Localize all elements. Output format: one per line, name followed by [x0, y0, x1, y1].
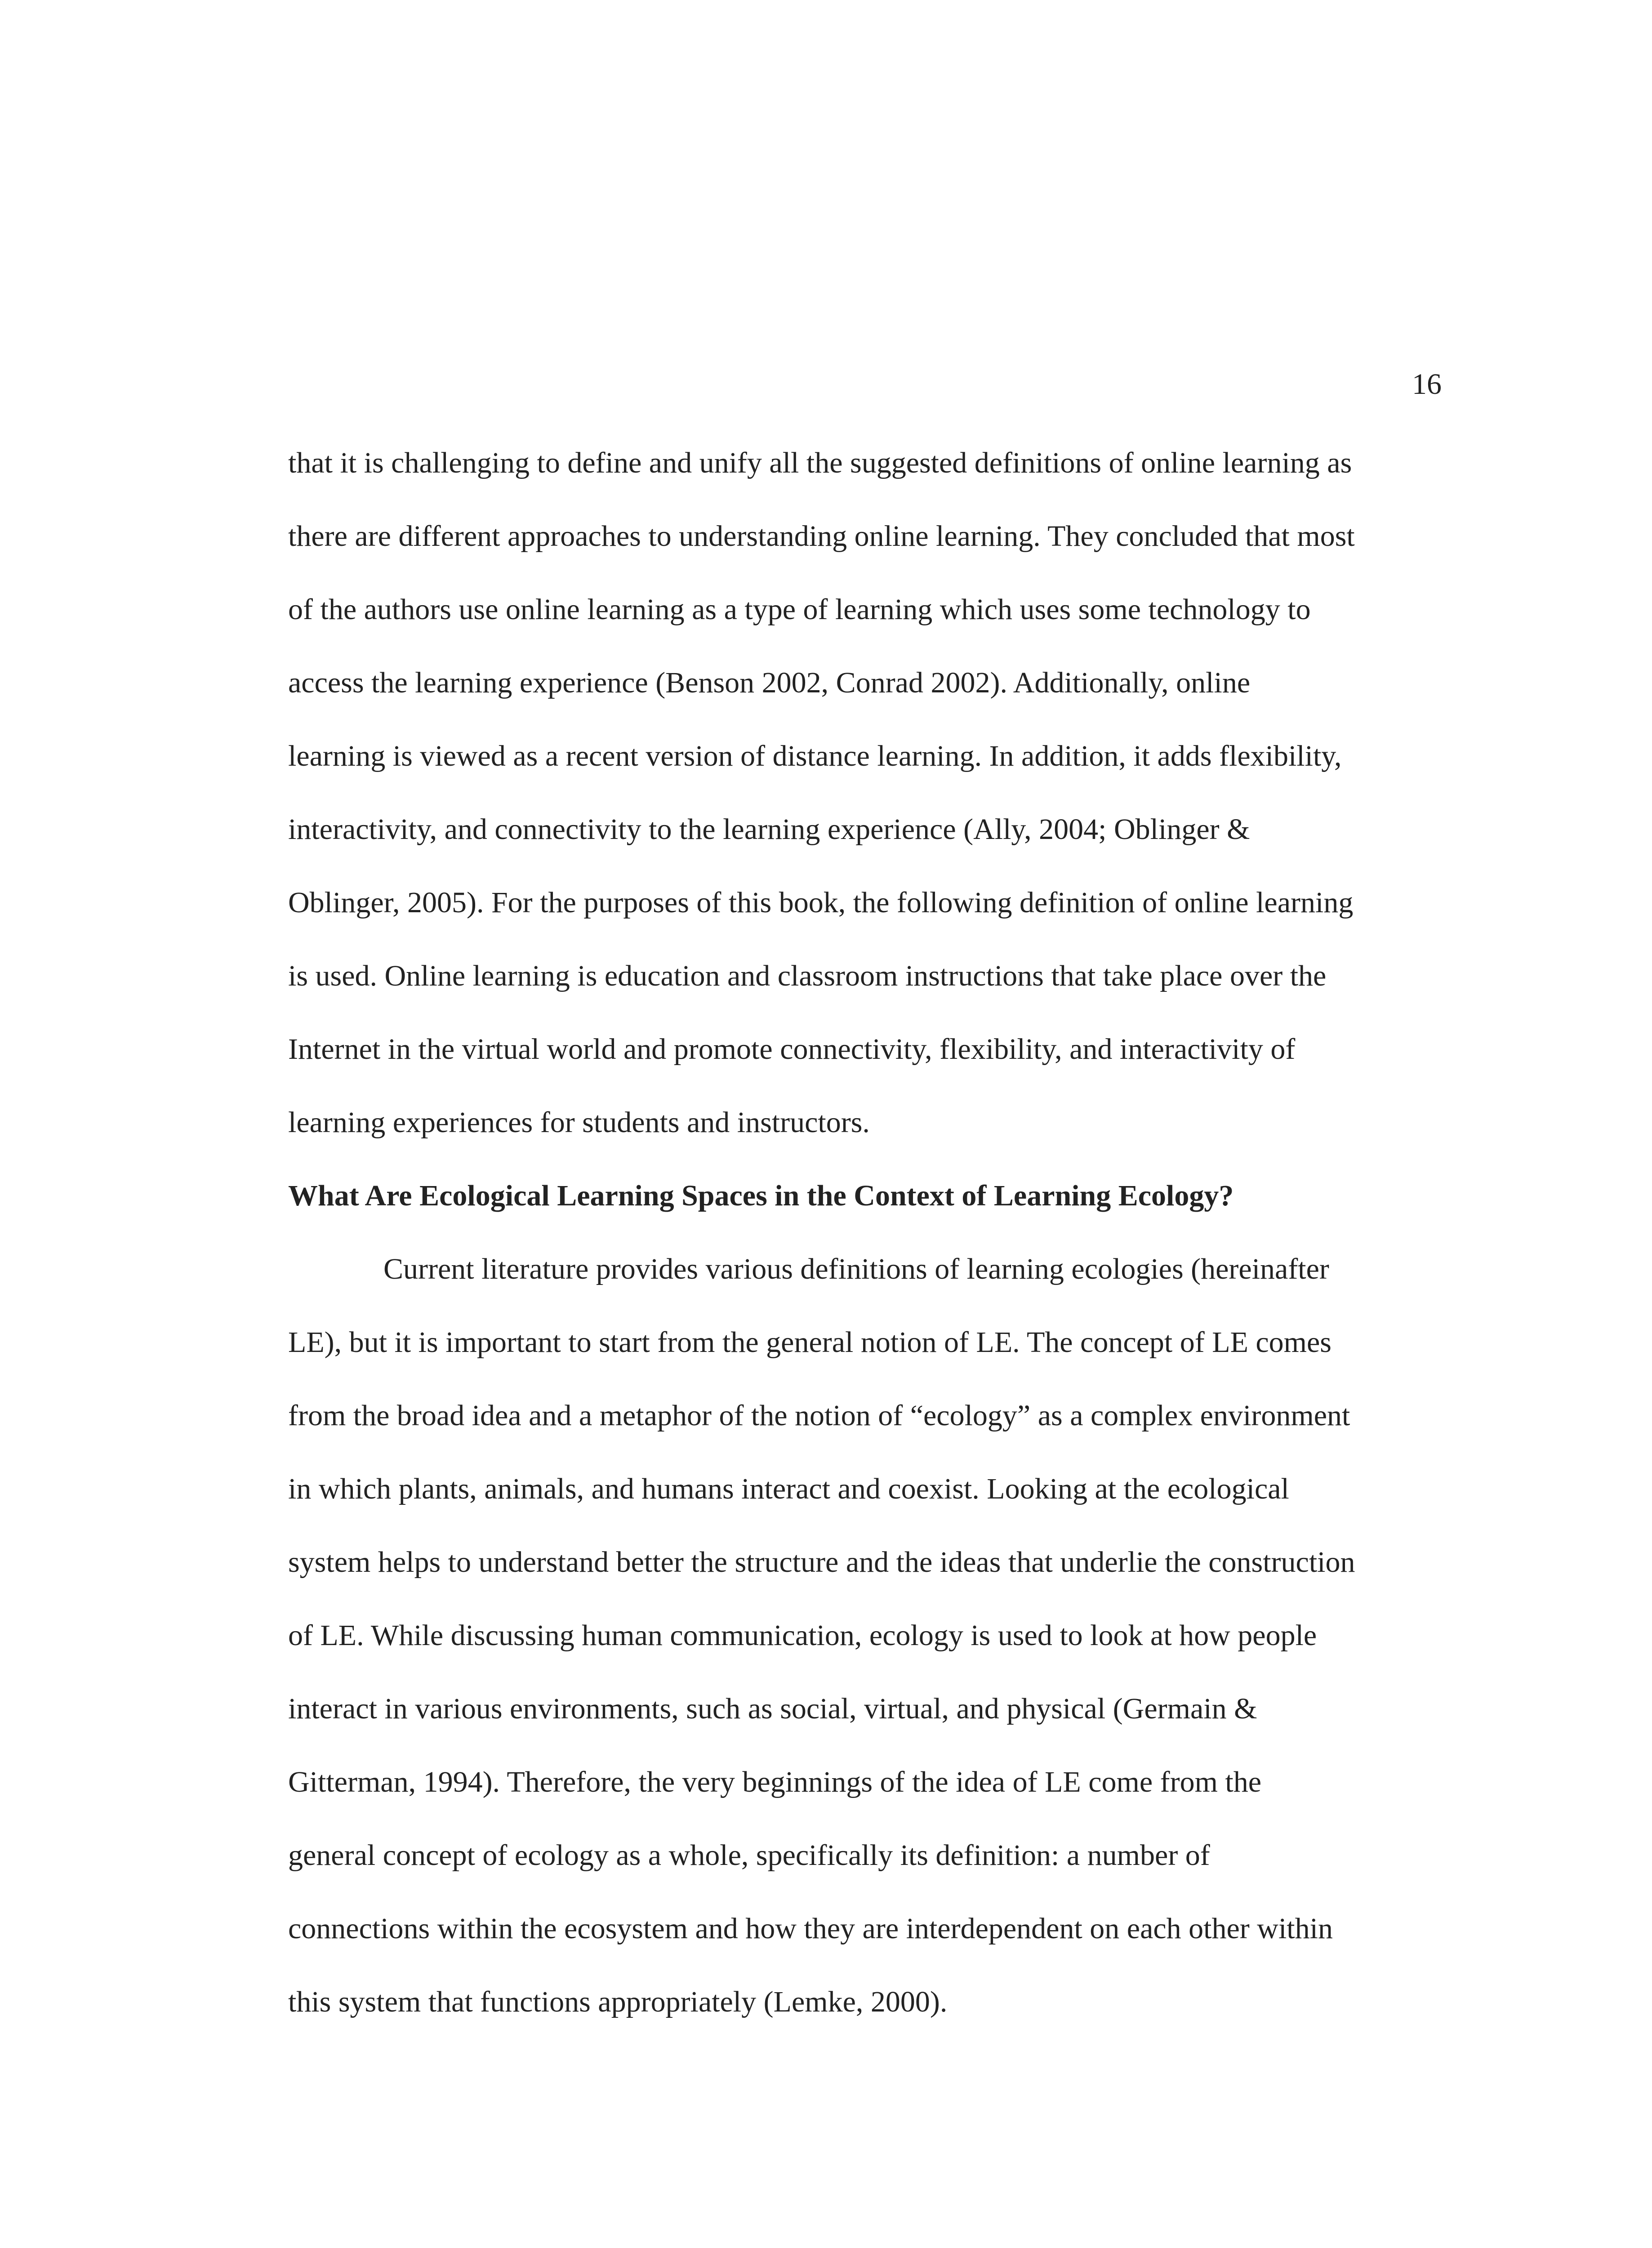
paragraph-line: Internet in the virtual world and promote connectivity, flexibility, and interactivity of — [288, 1033, 1296, 1066]
paragraph-line: learning is viewed as a recent version of distance learning. In addition, it adds flexibility, — [288, 740, 1342, 772]
section-heading: What Are Ecological Learning Spaces in the Context of Learning Ecology? — [288, 1179, 1234, 1212]
paragraph-line: this system that functions appropriately (Lemke, 2000). — [288, 1985, 948, 2018]
paragraph-line: interact in various environments, such as social, virtual, and physical (Germain & — [288, 1692, 1257, 1725]
paragraph-line: connections within the ecosystem and how they are interdependent on each other within — [288, 1912, 1333, 1945]
paragraph-line: LE), but it is important to start from the general notion of LE. The concept of LE comes — [288, 1326, 1331, 1359]
paragraph-line: in which plants, animals, and humans interact and coexist. Looking at the ecological — [288, 1472, 1289, 1505]
paragraph-line: of LE. While discussing human communication, ecology is used to look at how people — [288, 1619, 1317, 1652]
paragraph-line: of the authors use online learning as a type of learning which uses some technology to — [288, 593, 1311, 626]
paragraph-line: Current literature provides various definitions of learning ecologies (hereinafter — [383, 1253, 1329, 1285]
paragraph-line: Oblinger, 2005). For the purposes of this book, the following definition of online learning — [288, 886, 1354, 919]
body-text — [288, 438, 1452, 2051]
paragraph-line: access the learning experience (Benson 2002, Conrad 2002). Additionally, online — [288, 666, 1251, 699]
paragraph-line: Gitterman, 1994). Therefore, the very beginnings of the idea of LE come from the — [288, 1766, 1262, 1798]
paragraph-line: learning experiences for students and instructors. — [288, 1106, 870, 1139]
paragraph-line: general concept of ecology as a whole, specifically its definition: a number of — [288, 1839, 1210, 1872]
paragraph-line: from the broad idea and a metaphor of the notion of “ecology” as a complex environment — [288, 1399, 1350, 1432]
paragraph-line: there are different approaches to understanding online learning. They concluded that most — [288, 520, 1355, 553]
paragraph-line: system helps to understand better the structure and the ideas that underlie the construction — [288, 1546, 1355, 1579]
paragraph-line: interactivity, and connectivity to the learning experience (Ally, 2004; Oblinger & — [288, 813, 1250, 846]
page-number: 16 — [1412, 368, 1442, 401]
paragraph-line: is used. Online learning is education and classroom instructions that take place over the — [288, 959, 1327, 992]
paragraph-line: that it is challenging to define and unify all the suggested definitions of online learning as — [288, 446, 1352, 479]
